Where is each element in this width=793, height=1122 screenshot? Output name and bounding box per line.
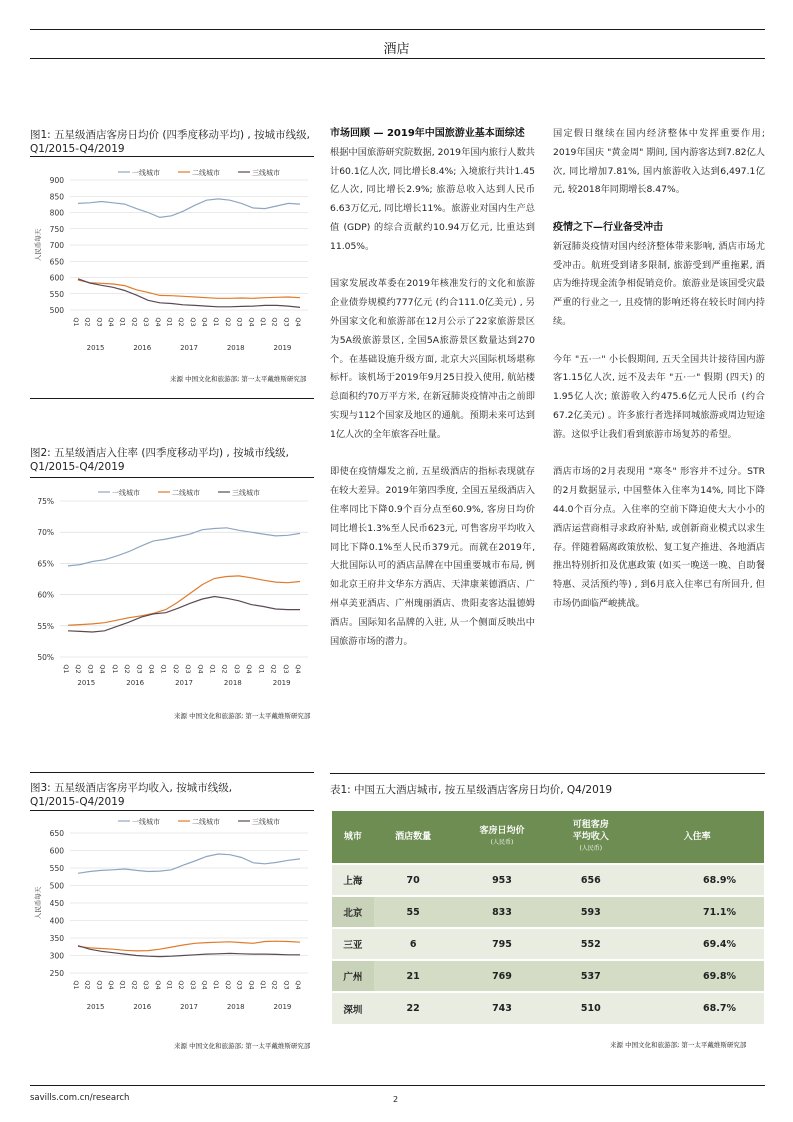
y-tick-label: 600 [49,273,64,283]
chart-1 [30,128,315,156]
series-line [78,946,300,957]
x-tick-label: Q3 [184,664,193,674]
x-tick-label: Q3 [142,980,151,990]
year-label: 2016 [133,1003,152,1011]
series-line [78,199,300,218]
cell: 743 [453,992,552,1024]
x-tick-label: Q2 [223,980,232,990]
cell: 953 [453,864,552,896]
x-tick-label: Q2 [270,317,279,327]
year-label: 2015 [86,344,105,352]
chart-3 [30,781,315,809]
x-tick-label: Q1 [208,664,217,674]
chart-1-title: 图1: 五星级酒店客房日均价 (四季度移动平均) , 按城市线级, Q1/2015-Q4/2019 [30,129,310,155]
chart-3-plot [30,813,315,1023]
x-tick-label: Q2 [123,664,132,674]
top-cities-table [332,811,764,1024]
legend-label: 一线城市 [112,489,140,497]
text-column-2 [553,125,765,614]
chart-2 [30,446,315,474]
y-tick-label: 400 [49,916,64,926]
x-tick-label: Q3 [281,664,290,674]
x-tick-label: Q1 [72,980,80,990]
chart-2-source: 来源 中国文化和旅游部; 第一太平戴维斯研究部 [174,712,311,720]
x-tick-label: Q2 [74,664,83,674]
x-tick-label: Q4 [196,664,205,674]
year-label: 2017 [180,1003,198,1011]
x-tick-label: Q3 [235,317,244,327]
y-tick-label: 350 [49,934,64,943]
chart-1-bottom-rule [30,398,314,399]
x-tick-label: Q3 [142,317,151,327]
series-line [78,941,300,951]
paragraph: 国定假日继续在国内经济整体中发挥重要作用; 2019年国庆 "黄金周" 期间, 国内游客达到7.82亿人次, 同比增加7.81%, 国内旅游收入达到6,497.1亿元, 较2018年同期增长8.47%。 [553,128,765,196]
table-row [332,992,764,1024]
legend-label: 三线城市 [232,489,260,497]
x-tick-label: Q1 [212,980,221,990]
chart-3-top-rule [30,810,314,811]
chart-2-plot [30,481,315,691]
paragraph: 今年 "五·一" 小长假期间, 五天全国共计接待国内游客1.15亿人次, 远不及去年 "五·一" 假期 (四天) 的1.95亿人次; 旅游收入约475.6亿元人民币 (约合67.2亿美元) 。许多旅行者选择同城旅游或周边短途游。这似乎让我们看到旅游市场复苏的希望。 [553,353,765,440]
chart-2-top-rule [30,477,314,478]
x-tick-label: Q3 [95,317,104,327]
x-tick-label: Q1 [118,980,127,990]
cell-city: 上海 [332,864,374,896]
paragraph: 根据中国旅游研究院数据, 2019年国内旅行人数共计60.1亿人次, 同比增长8.4%; 入境旅行共计1.45亿人次, 同比增长2.9%; 旅游总收入达到人民币6.63万亿元, 同比增长11%。旅游业对国内生产总值 (GDP) 的综合贡献约10.94万亿元, 比重达到11.05%。 [330,146,535,252]
x-tick-label: Q4 [153,980,162,990]
x-tick-label: Q4 [200,317,209,327]
y-axis-label: 人民币每天 [34,228,42,262]
y-tick-label: 900 [49,176,64,185]
y-axis-label: 人民币每天 [34,886,42,920]
x-tick-label: Q4 [245,664,254,674]
cell: 69.4% [630,928,764,960]
y-tick-label: 70% [37,528,54,538]
x-tick-label: Q2 [83,980,92,990]
x-tick-label: Q1 [118,317,127,327]
x-tick-label: Q3 [232,664,241,674]
cell: 593 [551,896,630,928]
x-tick-label: Q1 [72,317,80,327]
x-tick-label: Q2 [270,980,279,990]
legend-label: 三线城市 [252,169,280,177]
chart-1-plot [30,160,315,360]
cell: 22 [374,992,453,1024]
table-source: 来源 中国文化和旅游部; 第一太平戴维斯研究部 [610,1041,747,1049]
year-label: 2015 [77,679,96,687]
y-tick-label: 600 [49,846,64,856]
x-tick-label: Q1 [212,317,221,327]
y-tick-label: 250 [49,969,64,978]
cell: 70 [374,864,453,896]
x-tick-label: Q4 [98,664,107,674]
x-tick-label: Q3 [188,980,197,990]
x-tick-label: Q4 [153,317,162,327]
x-tick-label: Q2 [171,664,180,674]
table-top-rule [330,773,765,774]
chart-1-source: 来源 中国文化和旅游部; 第一太平戴维斯研究部 [170,375,307,383]
paragraph: 国家发展改革委在2019年核准发行的文化和旅游企业债券规模约777亿元 (约合111.0亿美元) , 另外国家文化和旅游部在12月公示了22家旅游景区为5A级旅游景区, 全国5A旅游景区数量达到270个。在基础设施升级方面, 北京大兴国际机场堪称标杆。该机场于2019年9月25日投入使用, 航站楼总面积约70万平方米, 在新冠肺炎疫情冲击之前即实现与112个国家及地区的通航。预期未来可达到1亿人次的全年旅客吞吐量。 [330,278,535,440]
x-tick-label: Q2 [223,317,232,327]
x-tick-label: Q3 [188,317,197,327]
y-tick-label: 550 [49,289,64,299]
x-tick-label: Q4 [247,980,256,990]
y-tick-label: 700 [49,241,64,250]
footer-website[interactable]: savills.com.cn/research [30,1093,130,1103]
footer-rule [30,1085,765,1086]
x-tick-label: Q4 [107,317,116,327]
year-label: 2019 [272,679,291,687]
x-tick-label: Q3 [135,664,144,674]
y-tick-label: 55% [37,621,54,631]
year-label: 2019 [273,344,292,352]
cell-city: 深圳 [332,992,374,1024]
cell: 71.1% [630,896,764,928]
year-label: 2017 [180,344,198,352]
series-line [68,576,300,625]
table-row [332,864,764,896]
x-tick-label: Q2 [83,317,92,327]
cell: 55 [374,896,453,928]
x-tick-label: Q2 [130,980,139,990]
y-tick-label: 800 [49,208,64,218]
cell: 769 [453,960,552,992]
cell: 833 [453,896,552,928]
table-header: 酒店数量 [374,811,453,864]
year-label: 2016 [133,344,152,352]
section-title: 酒店 [383,42,410,57]
x-tick-label: Q4 [107,980,116,990]
x-tick-label: Q3 [86,664,95,674]
page-number: 2 [393,1095,399,1104]
cell: 68.7% [630,992,764,1024]
cell: 21 [374,960,453,992]
year-label: 2016 [126,679,145,687]
year-label: 2018 [226,1003,245,1011]
legend-label: 三线城市 [252,818,280,826]
cell: 656 [551,864,630,896]
y-tick-label: 750 [49,224,64,234]
year-label: 2018 [226,344,245,352]
x-tick-label: Q2 [177,317,186,327]
x-tick-label: Q1 [62,664,70,674]
cell-city: 广州 [332,960,374,992]
cell-city: 三亚 [332,928,374,960]
x-tick-label: Q1 [165,980,174,990]
paragraph: 酒店市场的2月表现用 "寒冬" 形容并不过分。STR的2月数据显示, 中国整体入住率为14%, 同比下降44.0个百分点。入住率的空前下降迫使大大小小的酒店运营商相寻求政府补贴, 或创新商业模式以求生存。伴随着隔离政策放松、复工复产推进、各地酒店推出特别折扣及优惠政策 (如买一晚送一晚、自助餐特惠、灵活预约等) , 到6月底入住率已有所回升, 但市场仍面临严峻挑战。 [553,466,765,609]
chart-2-title: 图2: 五星级酒店入住率 (四季度移动平均) , 按城市线级, Q1/2015-Q4/2019 [30,447,289,473]
x-tick-label: Q4 [294,317,302,327]
legend-label: 一线城市 [132,818,160,826]
legend-label: 二线城市 [172,489,200,497]
x-tick-label: Q1 [165,317,174,327]
x-tick-label: Q1 [110,664,119,674]
cell: 6 [374,928,453,960]
table-header: 客房日均价 (人民币) [453,811,552,864]
table-title: 表1: 中国五大酒店城市, 按五星级酒店客房日均价, Q4/2019 [330,784,613,796]
text-column-1 [330,125,535,670]
legend-label: 一线城市 [132,169,160,177]
x-tick-label: Q1 [159,664,168,674]
series-line [78,280,300,298]
y-tick-label: 60% [37,590,54,600]
year-label: 2019 [273,1003,292,1011]
table-header: 可租客房 平均收入 (人民币) [551,811,630,864]
x-tick-label: Q4 [294,664,302,674]
legend-label: 二线城市 [192,818,220,826]
top-rule [30,29,765,30]
paragraph: 即使在疫情爆发之前, 五星级酒店的指标表现就存在较大差异。2019年第四季度, 全国五星级酒店入住率同比下降0.9个百分点至60.9%, 客房日均价同比增长1.3%至人民币623元, 可售客房平均收入同比下降0.1%至人民币379元。而就在2019年, 大批国际认可的酒店品牌在中国重要城市布局, 例如北京王府井文华东方酒店、天津康莱德酒店、广州卓美亚酒店、广州瑰丽酒店、贵阳麦客达温德姆酒店。国际知名品牌的入驻, 从一个侧面反映出中国旅游市场的潜力。 [330,466,535,647]
y-tick-label: 650 [49,829,64,838]
y-tick-label: 65% [37,559,54,569]
cell: 510 [551,992,630,1024]
x-tick-label: Q2 [269,664,278,674]
x-tick-label: Q3 [235,980,244,990]
y-tick-label: 650 [49,257,64,267]
cell-city: 北京 [332,896,374,928]
y-tick-label: 500 [49,306,64,315]
market-review-heading: 市场回顾 — 2019年中国旅游业基本面综述 [330,128,525,139]
x-tick-label: Q4 [247,317,256,327]
impact-heading: 疫情之下—行业备受冲击 [553,221,663,233]
x-tick-label: Q3 [95,980,104,990]
table-header-row [332,811,764,864]
y-tick-label: 75% [37,497,54,506]
table-row [332,960,764,992]
chart-1-top-rule [30,156,314,157]
year-label: 2015 [86,1003,105,1011]
cell: 68.9% [630,864,764,896]
x-tick-label: Q2 [177,980,186,990]
x-tick-label: Q4 [294,980,302,990]
header-rule [30,58,765,59]
x-tick-label: Q4 [147,664,156,674]
year-label: 2017 [175,679,193,687]
chart-3-title: 图3: 五星级酒店客房平均收入, 按城市线级, Q1/2015-Q4/2019 [30,782,233,808]
cell: 537 [551,960,630,992]
table-row [332,896,764,928]
chart-3-source: 来源 中国文化和旅游部; 第一太平戴维斯研究部 [174,1042,311,1050]
series-line [68,597,300,633]
x-tick-label: Q2 [130,317,139,327]
series-line [68,528,300,566]
year-label: 2018 [223,679,242,687]
x-tick-label: Q1 [258,317,267,327]
y-tick-label: 850 [49,192,64,202]
table-header: 入住率 [630,811,764,864]
paragraph: 新冠肺炎疫情对国内经济整体带来影响, 酒店市场尤受冲击。航班受到诸多限制, 旅游受到严重拖累, 酒店为维持现金流争相促销竞价。旅游业是该国受灾最严重的行业之一, 且疫情的影响还将在较长时间内持续。 [553,240,765,327]
y-tick-label: 550 [49,864,64,873]
series-line [78,854,300,873]
series-line [78,279,300,308]
x-tick-label: Q2 [220,664,229,674]
y-tick-label: 50% [37,653,54,662]
x-tick-label: Q1 [258,980,267,990]
x-tick-label: Q3 [282,980,291,990]
chart-3-top-rule-a [30,772,314,773]
cell: 552 [551,928,630,960]
legend-label: 二线城市 [192,169,220,177]
y-tick-label: 450 [49,899,64,908]
y-tick-label: 500 [49,881,64,891]
x-tick-label: Q1 [257,664,266,674]
table-header: 城市 [332,811,374,864]
x-tick-label: Q3 [282,317,291,327]
table-row [332,928,764,960]
y-tick-label: 300 [49,951,64,961]
cell: 69.8% [630,960,764,992]
x-tick-label: Q4 [200,980,209,990]
cell: 795 [453,928,552,960]
